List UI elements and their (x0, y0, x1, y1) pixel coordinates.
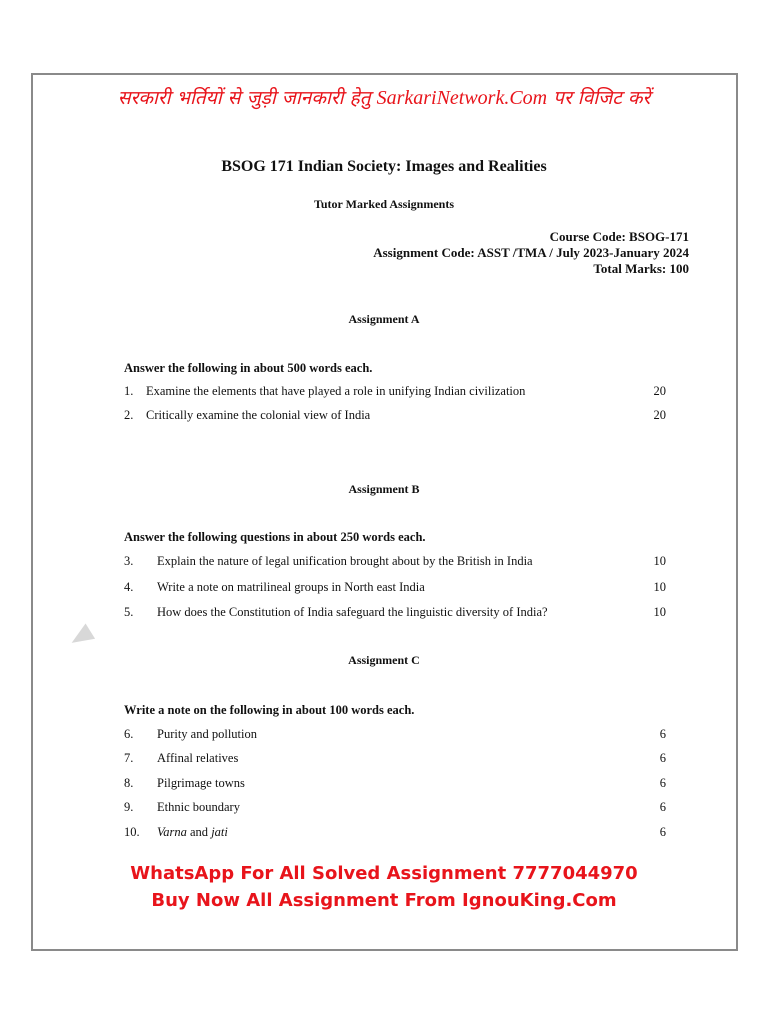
question-row (124, 727, 666, 745)
question-marks: 6 (659, 727, 666, 741)
question-row (124, 751, 666, 769)
question-number: 8. (124, 776, 134, 790)
section-title-a: Assignment A (348, 312, 420, 326)
question-text: Purity and pollution (157, 727, 257, 741)
question-text: How does the Constitution of India safeguard the linguistic diversity of India? (157, 605, 548, 619)
question-row (124, 776, 666, 794)
promo-banner[interactable] (0, 84, 768, 110)
question-text (157, 825, 228, 840)
question-number: 4. (124, 580, 134, 594)
section-title-b: Assignment B (348, 482, 420, 496)
question-text: Write a note on matrilineal groups in North east India (157, 580, 425, 594)
question-marks: 6 (659, 800, 666, 814)
question-marks: 6 (659, 751, 666, 765)
question-marks: 6 (659, 776, 666, 790)
question-text: Pilgrimage towns (157, 776, 245, 790)
banner-hindi-suffix: पर विजिट करें (547, 87, 651, 109)
term-varna: Varna (157, 825, 187, 839)
footer-whatsapp-line[interactable]: WhatsApp For All Solved Assignment 7777044970 (130, 863, 638, 884)
question-number: 10. (124, 825, 140, 839)
question-marks: 20 (653, 408, 666, 422)
footer-buy-line[interactable]: Buy Now All Assignment From IgnouKing.Com (151, 890, 617, 911)
question-marks: 10 (653, 580, 666, 594)
question-row (124, 580, 666, 598)
question-row (124, 825, 666, 843)
question-number: 1. (124, 384, 134, 398)
question-number: 3. (124, 554, 134, 568)
question-row (124, 800, 666, 818)
document-title: BSOG 171 Indian Society: Images and Realities (221, 158, 547, 175)
question-number: 2. (124, 408, 134, 422)
total-marks: Total Marks: 100 (593, 261, 689, 276)
term-jati: jati (211, 825, 228, 839)
term-connector: and (186, 825, 212, 839)
question-number: 6. (124, 727, 134, 741)
question-text: Explain the nature of legal unification brought about by the British in India (157, 554, 533, 568)
question-marks: 20 (653, 384, 666, 398)
banner-site-link[interactable]: SarkariNetwork.Com (376, 87, 548, 109)
instruction-b: Answer the following questions in about 250 words each. (124, 530, 426, 544)
section-title-c: Assignment C (348, 653, 420, 667)
question-row (124, 605, 666, 623)
question-text: Ethnic boundary (157, 800, 240, 814)
question-marks: 10 (653, 554, 666, 568)
instruction-c: Write a note on the following in about 100 words each. (124, 703, 415, 717)
question-marks: 10 (653, 605, 666, 619)
banner-hindi-prefix: सरकारी भर्तियों से जुड़ी जानकारी हेतु (117, 87, 377, 109)
question-text: Critically examine the colonial view of India (146, 408, 371, 422)
question-number: 5. (124, 605, 134, 619)
question-text: Affinal relatives (157, 751, 239, 765)
question-number: 7. (124, 751, 134, 765)
question-row (124, 408, 666, 426)
question-row (124, 384, 666, 402)
instruction-a: Answer the following in about 500 words each. (124, 361, 373, 375)
document-subtitle: Tutor Marked Assignments (313, 197, 455, 211)
document-meta (373, 229, 689, 277)
question-text: Examine the elements that have played a role in unifying Indian civilization (146, 384, 526, 398)
assignment-code: Assignment Code: ASST /TMA / July 2023-January 2024 (373, 245, 689, 260)
course-code: Course Code: BSOG-171 (549, 229, 689, 244)
question-row (124, 554, 666, 572)
question-number: 9. (124, 800, 134, 814)
question-marks: 6 (659, 825, 666, 839)
